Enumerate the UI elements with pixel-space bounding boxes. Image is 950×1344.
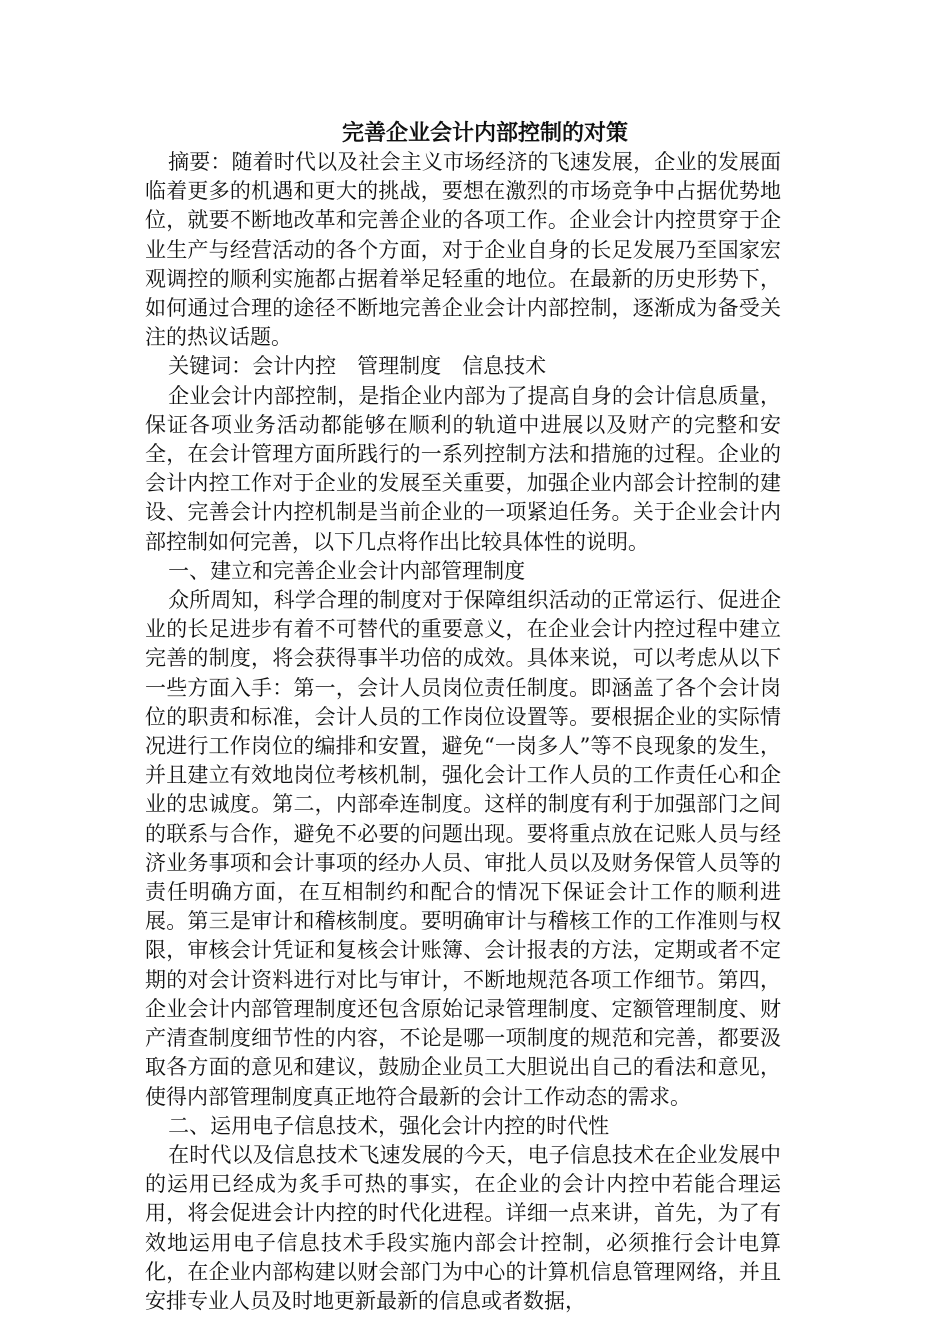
section-heading-2: 二、运用电子信息技术，强化会计内控的时代性: [168, 1113, 610, 1138]
document-body: [145, 118, 781, 1316]
abstract-paragraph: 摘要：随着时代以及社会主义市场经济的飞速发展，企业的发展面临着更多的机遇和更大的挑战，要想在激烈的市场竞争中占据优势地位，就要不断地改革和完善企业的各项工作。企业会计内控贯穿于企业生产与经营活动的各个方面，对于企业自身的长足发展乃至国家宏观调控的顺利实施都占据着举足轻重的地位。在最新的历史形势下，如何通过合理的途径不断地完善企业会计内部控制，逐渐成为备受关注的热议话题。: [145, 150, 781, 350]
intro-paragraph: 企业会计内部控制，是指企业内部为了提高自身的会计信息质量，保证各项业务活动都能够在顺利的轨道中进展以及财产的完整和安全，在会计管理方面所践行的一系列控制方法和措施的过程。企业的会计内控工作对于企业的发展至关重要，加强企业内部会计控制的建设、完善会计内控机制是当前企业的一项紧迫任务。关于企业会计内部控制如何完善，以下几点将作出比较具体性的说明。: [145, 383, 781, 554]
section-1-paragraph: 众所周知，科学合理的制度对于保障组织活动的正常运行、促进企业的长足进步有着不可替代的重要意义，在企业会计内控过程中建立完善的制度，将会获得事半功倍的成效。具体来说，可以考虑从以下一些方面入手：第一，会计人员岗位责任制度。即涵盖了各个会计岗位的职责和标准，会计人员的工作岗位设置等。要根据企业的实际情况进行工作岗位的编排和安置，避免“一岗多人”等不良现象的发生，并且建立有效地岗位考核机制，强化会计工作人员的工作责任心和企业的忠诚度。第二，内部牵连制度。这样的制度有利于加强部门之间的联系与合作，避免不必要的问题出现。要将重点放在记账人员与经济业务事项和会计事项的经办人员、审批人员以及财务保管人员等的责任明确方面，在互相制约和配合的情况下保证会计工作的顺利进展。第三是审计和稽核制度。要明确审计与稽核工作的工作准则与权限，审核会计凭证和复核会计账簿、会计报表的方法，定期或者不定期的对会计资料进行对比与审计，不断地规范各项工作细节。第四，企业会计内部管理制度还包含原始记录管理制度、定额管理制度、财产清查制度细节性的内容，不论是哪一项制度的规范和完善，都要汲取各方面的意见和建议，鼓励企业员工大胆说出自己的看法和意见，使得内部管理制度真正地符合最新的会计工作动态的需求。: [145, 588, 781, 1109]
section-heading-1: 一、建立和完善企业会计内部管理制度: [168, 558, 526, 583]
section-2-paragraph: 在时代以及信息技术飞速发展的今天，电子信息技术在企业发展中的运用已经成为炙手可热的事实，在企业的会计内控中若能合理运用，将会促进会计内控的时代化进程。详细一点来讲，首先，为了有效地运用电子信息技术手段实施内部会计控制，必须推行会计电算化，在企业内部构建以财会部门为中心的计算机信息管理网络，并且安排专业人员及时地更新最新的信息或者数据，: [145, 1142, 781, 1313]
keywords-paragraph: 关键词：会计内控 管理制度 信息技术: [168, 354, 547, 379]
document-title: 完善企业会计内部控制的对策: [341, 120, 628, 146]
